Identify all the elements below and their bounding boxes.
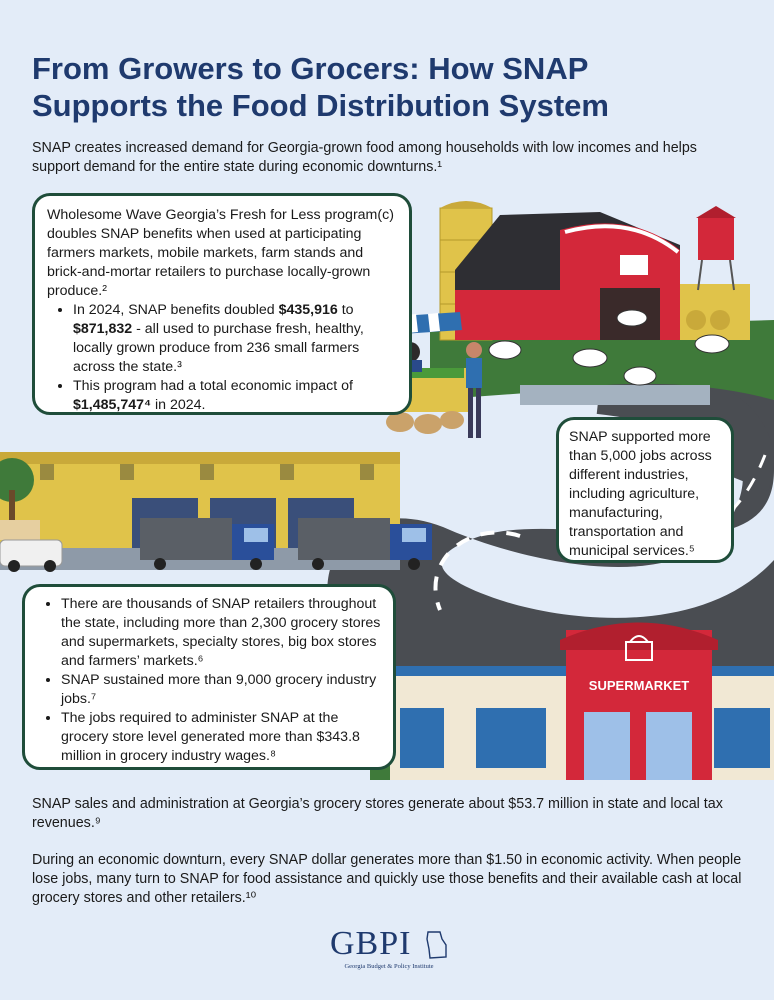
fresh-for-less-intro: Wholesome Wave Georgia’s Fresh for Less program(c) doubles SNAP benefits when used at participating farmers markets, mobile markets, farm stands and brick-and-mortar retailers to purchase locally-grown produce.²	[47, 207, 394, 299]
fresh-for-less-list	[47, 301, 399, 415]
logo-text: GBPI	[330, 925, 412, 962]
list-item: • SNAP sustained more than 9,000 grocery industry jobs.⁷	[61, 671, 385, 709]
page-title: From Growers to Grocers: How SNAP Supports the Food Distribution System	[32, 51, 609, 123]
retailers-box	[22, 584, 396, 770]
tax-revenue-paragraph: SNAP sales and administration at Georgia’s grocery stores generate about $53.7 million in state and local tax revenues.⁹	[32, 796, 723, 831]
jobs-box	[556, 417, 734, 563]
list-item: • In 2024, SNAP benefits doubled $435,916 to $871,832 - all used to purchase fresh, healthy, locally grown produce from 236 small farmers across the state.³	[73, 301, 399, 377]
intro-paragraph: SNAP creates increased demand for Georgia-grown food among households with low incomes and helps support demand for the entire state during economic downturns.¹	[32, 140, 697, 175]
georgia-state-icon	[426, 931, 448, 959]
fresh-for-less-box	[32, 193, 412, 415]
retailers-list	[31, 595, 385, 766]
list-item: • The jobs required to administer SNAP at the grocery store level generated more than $343.8 million in grocery industry wages.⁸	[61, 709, 385, 766]
logo-subtitle: Georgia Budget & Policy Institute	[344, 963, 434, 970]
water-tower	[696, 206, 736, 290]
list-item: • This program had a total economic impact of $1,485,747⁴ in 2024.	[73, 377, 399, 415]
list-item: • There are thousands of SNAP retailers throughout the state, including more than 2,300 grocery stores and supermarkets, specialty stores, big box stores and farmers’ markets.⁶	[61, 595, 385, 671]
downturn-paragraph: During an economic downturn, every SNAP dollar generates more than $1.50 in economic activity. When people lose jobs, many turn to SNAP for food assistance and quickly use those benefits and their available cash at local grocery stores and other retailers.¹⁰	[32, 852, 742, 906]
jobs-text: SNAP supported more than 5,000 jobs across different industries, including agriculture, manufacturing, transportation and municipal services.⁵	[569, 429, 712, 559]
supermarket-sign: SUPERMARKET	[588, 678, 690, 693]
gbpi-logo	[322, 925, 456, 975]
